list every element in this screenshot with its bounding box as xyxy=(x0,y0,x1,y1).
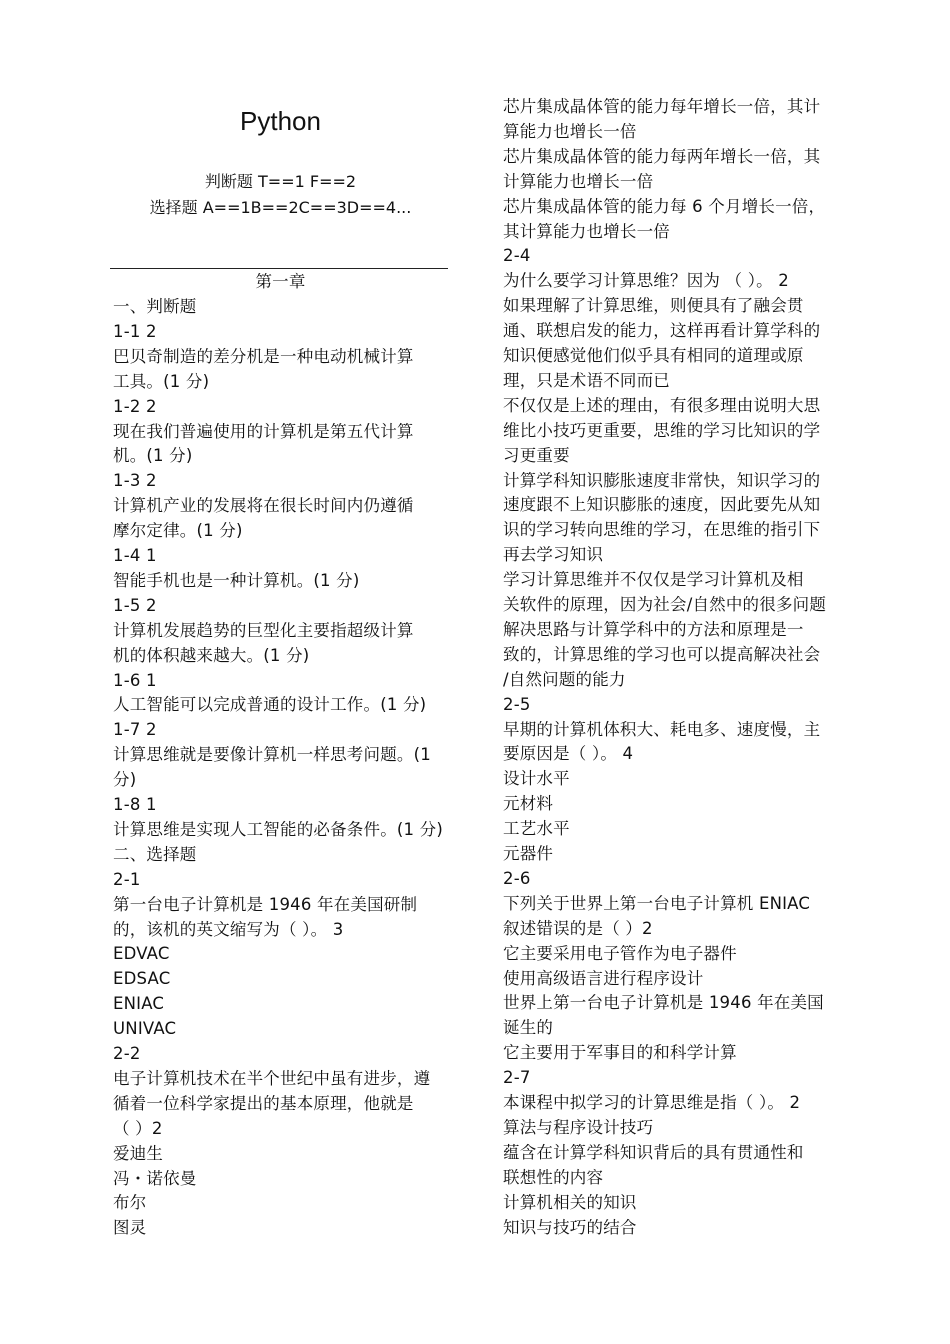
text-line: 其计算能力也增长一倍 xyxy=(503,221,670,241)
text-line: 本课程中拟学习的计算思维是指（ ）。 2 xyxy=(503,1093,801,1112)
text-line: EDSAC xyxy=(113,969,171,989)
text-line: 设计水平 xyxy=(503,769,570,789)
text-line: 早期的计算机体积大、耗电多、速度慢，主 xyxy=(503,719,821,739)
text-line: 1-1 2 xyxy=(113,321,157,341)
text-line: ENIAC xyxy=(113,994,165,1014)
text-line: 人工智能可以完成普通的设计工作。(1 分) xyxy=(113,695,427,715)
text-line: 工艺水平 xyxy=(503,819,570,839)
text-line: 1-7 2 xyxy=(113,720,157,740)
text-line: /自然问题的能力 xyxy=(503,669,626,689)
text-line: 计算思维就是要像计算机一样思考问题。(1 xyxy=(113,745,431,765)
text-line: 计算学科知识膨胀速度非常快，知识学习的 xyxy=(503,470,821,490)
answer-key-choice: 选择题 A==1B==2C==3D==4... xyxy=(149,198,412,217)
text-line: 机。(1 分) xyxy=(113,446,193,466)
text-line: 电子计算机技术在半个世纪中虽有进步，遵 xyxy=(113,1068,431,1088)
text-line: 识的学习转向思维的学习，在思维的指引下 xyxy=(503,520,821,540)
text-line: 1-4 1 xyxy=(113,546,157,565)
text-line: 联想性的内容 xyxy=(503,1167,604,1187)
text-line: 循着一位科学家提出的基本原理，他就是 xyxy=(113,1093,414,1113)
text-line: 维比小技巧更重要，思维的学习比知识的学 xyxy=(503,420,821,440)
text-line: 元器件 xyxy=(503,844,554,863)
text-line: 2-7 xyxy=(503,1068,531,1088)
text-line: 芯片集成晶体管的能力每 6 个月增长一倍， xyxy=(503,196,826,216)
text-line: 1-8 1 xyxy=(113,795,157,814)
text-line: 算能力也增长一倍 xyxy=(503,121,637,141)
text-line: 如果理解了计算思维，则便具有了融会贯 xyxy=(503,296,804,316)
text-line: 第一台电子计算机是 1946 年在美国研制 xyxy=(113,894,418,914)
text-line: EDVAC xyxy=(113,944,170,964)
text-line: 2-4 xyxy=(503,246,531,266)
text-line: 诞生的 xyxy=(503,1018,554,1038)
text-line: 知识与技巧的结合 xyxy=(503,1217,637,1237)
text-line: 解决思路与计算学科中的方法和原理是一 xyxy=(503,619,804,639)
text-line: 图灵 xyxy=(113,1218,147,1238)
text-line: 算法与程序设计技巧 xyxy=(503,1117,654,1137)
chapter-heading: 第一章 xyxy=(255,272,306,291)
answer-key-true-false: 判断题 T==1 F==2 xyxy=(204,172,357,191)
text-line: 1-6 1 xyxy=(113,670,157,690)
text-line: 2-5 xyxy=(503,694,531,714)
text-line: 芯片集成晶体管的能力每年增长一倍，其计 xyxy=(503,97,821,116)
text-line: 机的体积越来越大。(1 分) xyxy=(113,645,310,665)
text-line: 致的，计算思维的学习也可以提高解决社会 xyxy=(503,644,821,664)
text-line: 1-5 2 xyxy=(113,595,157,615)
text-line: 工具。(1 分) xyxy=(113,371,210,391)
text-line: 一、判断题 xyxy=(113,297,197,316)
text-line: 冯・诺依曼 xyxy=(113,1168,197,1188)
text-line: 理，只是术语不同而已 xyxy=(503,370,670,390)
text-line: 2-6 xyxy=(503,868,531,888)
text-line: 二、选择题 xyxy=(113,844,197,864)
text-line: 元材料 xyxy=(503,794,554,814)
text-line: 的，该机的英文缩写为（ ）。 3 xyxy=(113,919,344,939)
text-line: 速度跟不上知识膨胀的速度，因此要先从知 xyxy=(503,495,821,515)
text-line: 1-3 2 xyxy=(113,471,157,491)
text-line: 现在我们普遍使用的计算机是第五代计算 xyxy=(113,421,414,441)
text-line: 芯片集成晶体管的能力每两年增长一倍，其 xyxy=(503,146,821,166)
text-line: 摩尔定律。(1 分) xyxy=(113,521,243,541)
text-line: 使用高级语言进行程序设计 xyxy=(503,968,704,988)
text-line: 计算机相关的知识 xyxy=(503,1192,637,1212)
text-line: UNIVAC xyxy=(113,1019,177,1039)
text-line: 通、联想启发的能力，这样再看计算学科的 xyxy=(503,321,821,341)
text-line: 再去学习知识 xyxy=(503,545,604,565)
text-line: 计算思维是实现人工智能的必备条件。(1 分) xyxy=(113,819,444,839)
text-line: 关软件的原理，因为社会/自然中的很多问题 xyxy=(503,595,827,614)
text-line: 2-1 xyxy=(113,869,141,889)
text-line: 世界上第一台电子计算机是 1946 年在美国 xyxy=(503,993,824,1013)
text-line: 分) xyxy=(113,770,137,790)
text-line: 智能手机也是一种计算机。(1 分) xyxy=(113,570,360,590)
text-line: 计算机发展趋势的巨型化主要指超级计算 xyxy=(113,620,414,640)
text-line: 它主要用于军事目的和科学计算 xyxy=(503,1043,737,1063)
text-line: 1-2 2 xyxy=(113,396,157,416)
text-line: 爱迪生 xyxy=(113,1143,164,1163)
text-line: 计算机产业的发展将在很长时间内仍遵循 xyxy=(113,496,414,516)
text-line: （ ）2 xyxy=(113,1118,163,1138)
text-line: 巴贝奇制造的差分机是一种电动机械计算 xyxy=(113,346,414,366)
text-line: 学习计算思维并不仅仅是学习计算机及相 xyxy=(503,570,804,590)
text-line: 习更重要 xyxy=(503,445,570,465)
document-title: Python xyxy=(240,106,321,136)
text-line: 为什么要学习计算思维？因为 （ ）。 2 xyxy=(503,271,789,291)
title-divider xyxy=(110,268,448,269)
text-line: 知识便感觉他们似乎具有相同的道理或原 xyxy=(503,346,804,365)
text-line: 下列关于世界上第一台电子计算机 ENIAC xyxy=(503,893,811,913)
text-line: 不仅仅是上述的理由，有很多理由说明大思 xyxy=(503,395,821,415)
text-line: 布尔 xyxy=(113,1193,147,1213)
text-line: 它主要采用电子管作为电子器件 xyxy=(503,943,737,963)
text-line: 要原因是（ ）。 4 xyxy=(503,744,634,764)
text-line: 叙述错误的是（ ）2 xyxy=(503,918,653,938)
text-line: 2-2 xyxy=(113,1044,141,1063)
text-line: 蕴含在计算学科知识背后的具有贯通性和 xyxy=(503,1142,804,1162)
text-line: 计算能力也增长一倍 xyxy=(503,171,654,191)
